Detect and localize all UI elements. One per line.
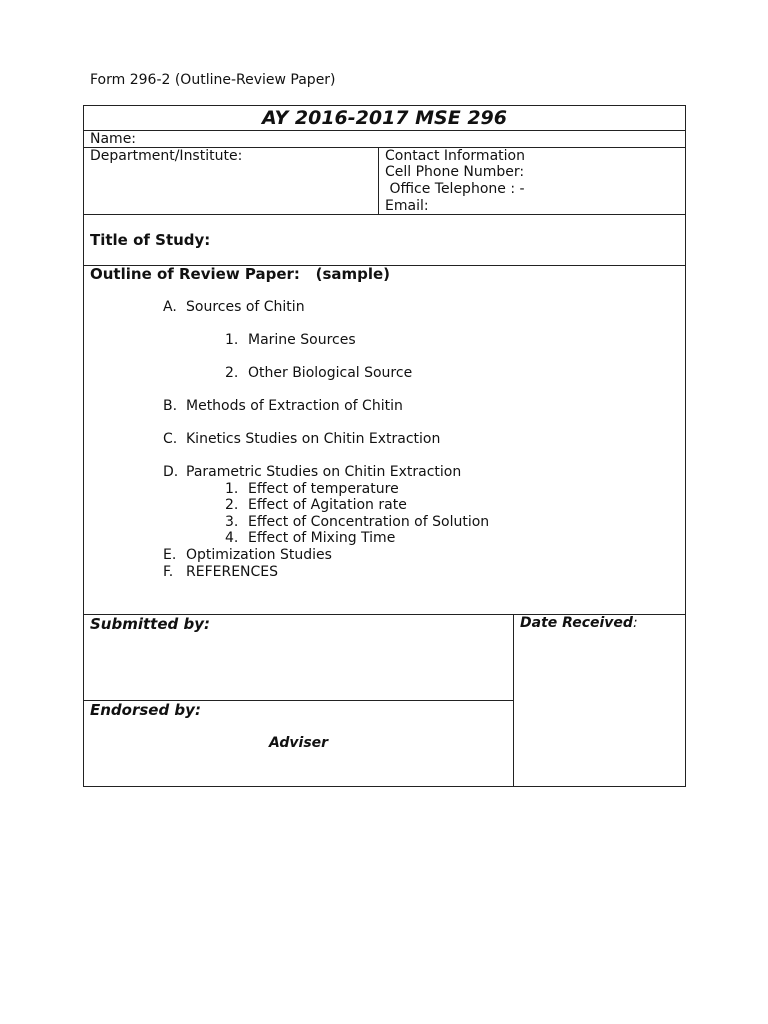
list-item-text: Effect of Concentration of Solution bbox=[248, 514, 490, 530]
submitted-by-label: Submitted by: bbox=[90, 615, 210, 633]
list-item-text: Effect of temperature bbox=[248, 481, 399, 497]
list-item-text: Parametric Studies on Chitin Extraction bbox=[186, 464, 462, 480]
department-label: Department/Institute: bbox=[90, 148, 243, 164]
list-item-marker: 3. bbox=[225, 514, 239, 530]
table-right-border bbox=[685, 105, 686, 787]
divider-line bbox=[83, 130, 686, 131]
adviser-label: Adviser bbox=[269, 735, 329, 751]
title-of-study-label: Title of Study: bbox=[90, 231, 211, 249]
list-item-text: Marine Sources bbox=[248, 332, 356, 348]
outline-heading: Outline of Review Paper: (sample) bbox=[90, 265, 391, 283]
endorsed-by-label: Endorsed by: bbox=[90, 701, 201, 719]
contact-divider bbox=[378, 147, 379, 215]
list-item-marker: C. bbox=[163, 431, 178, 447]
list-item-marker: 4. bbox=[225, 530, 239, 546]
contact-heading: Contact Information bbox=[385, 148, 525, 164]
date-received-field bbox=[520, 615, 638, 632]
table-left-border bbox=[83, 105, 84, 787]
list-item-marker: A. bbox=[163, 299, 177, 315]
list-item-text: REFERENCES bbox=[186, 564, 279, 580]
list-item-text: Other Biological Source bbox=[248, 365, 413, 381]
list-item-marker: 2. bbox=[225, 497, 239, 513]
list-item-text: Kinetics Studies on Chitin Extraction bbox=[186, 431, 441, 447]
table-bottom-border bbox=[83, 786, 686, 787]
list-item-marker: 2. bbox=[225, 365, 239, 381]
cell-phone-label: Cell Phone Number: bbox=[385, 164, 525, 180]
date-received-label: Date Received bbox=[520, 615, 633, 631]
list-item-text: Methods of Extraction of Chitin bbox=[186, 398, 403, 414]
list-item-text: Effect of Mixing Time bbox=[248, 530, 396, 546]
form-label: Form 296-2 (Outline-Review Paper) bbox=[90, 72, 336, 88]
list-item-text: Optimization Studies bbox=[186, 547, 332, 563]
list-item-marker: D. bbox=[163, 464, 179, 480]
list-item-marker: E. bbox=[163, 547, 177, 563]
list-item-marker: B. bbox=[163, 398, 178, 414]
office-telephone-label: Office Telephone : - bbox=[385, 181, 525, 197]
list-item-text: Effect of Agitation rate bbox=[248, 497, 407, 513]
list-item-text: Sources of Chitin bbox=[186, 299, 305, 315]
email-label: Email: bbox=[385, 198, 429, 214]
list-item-marker: 1. bbox=[225, 332, 239, 348]
page-title: AY 2016-2017 MSE 296 bbox=[261, 107, 507, 129]
name-label: Name: bbox=[90, 131, 137, 147]
list-item-marker: 1. bbox=[225, 481, 239, 497]
date-received-colon: : bbox=[632, 615, 638, 631]
list-item-marker: F. bbox=[163, 564, 174, 580]
date-received-divider bbox=[513, 614, 514, 787]
